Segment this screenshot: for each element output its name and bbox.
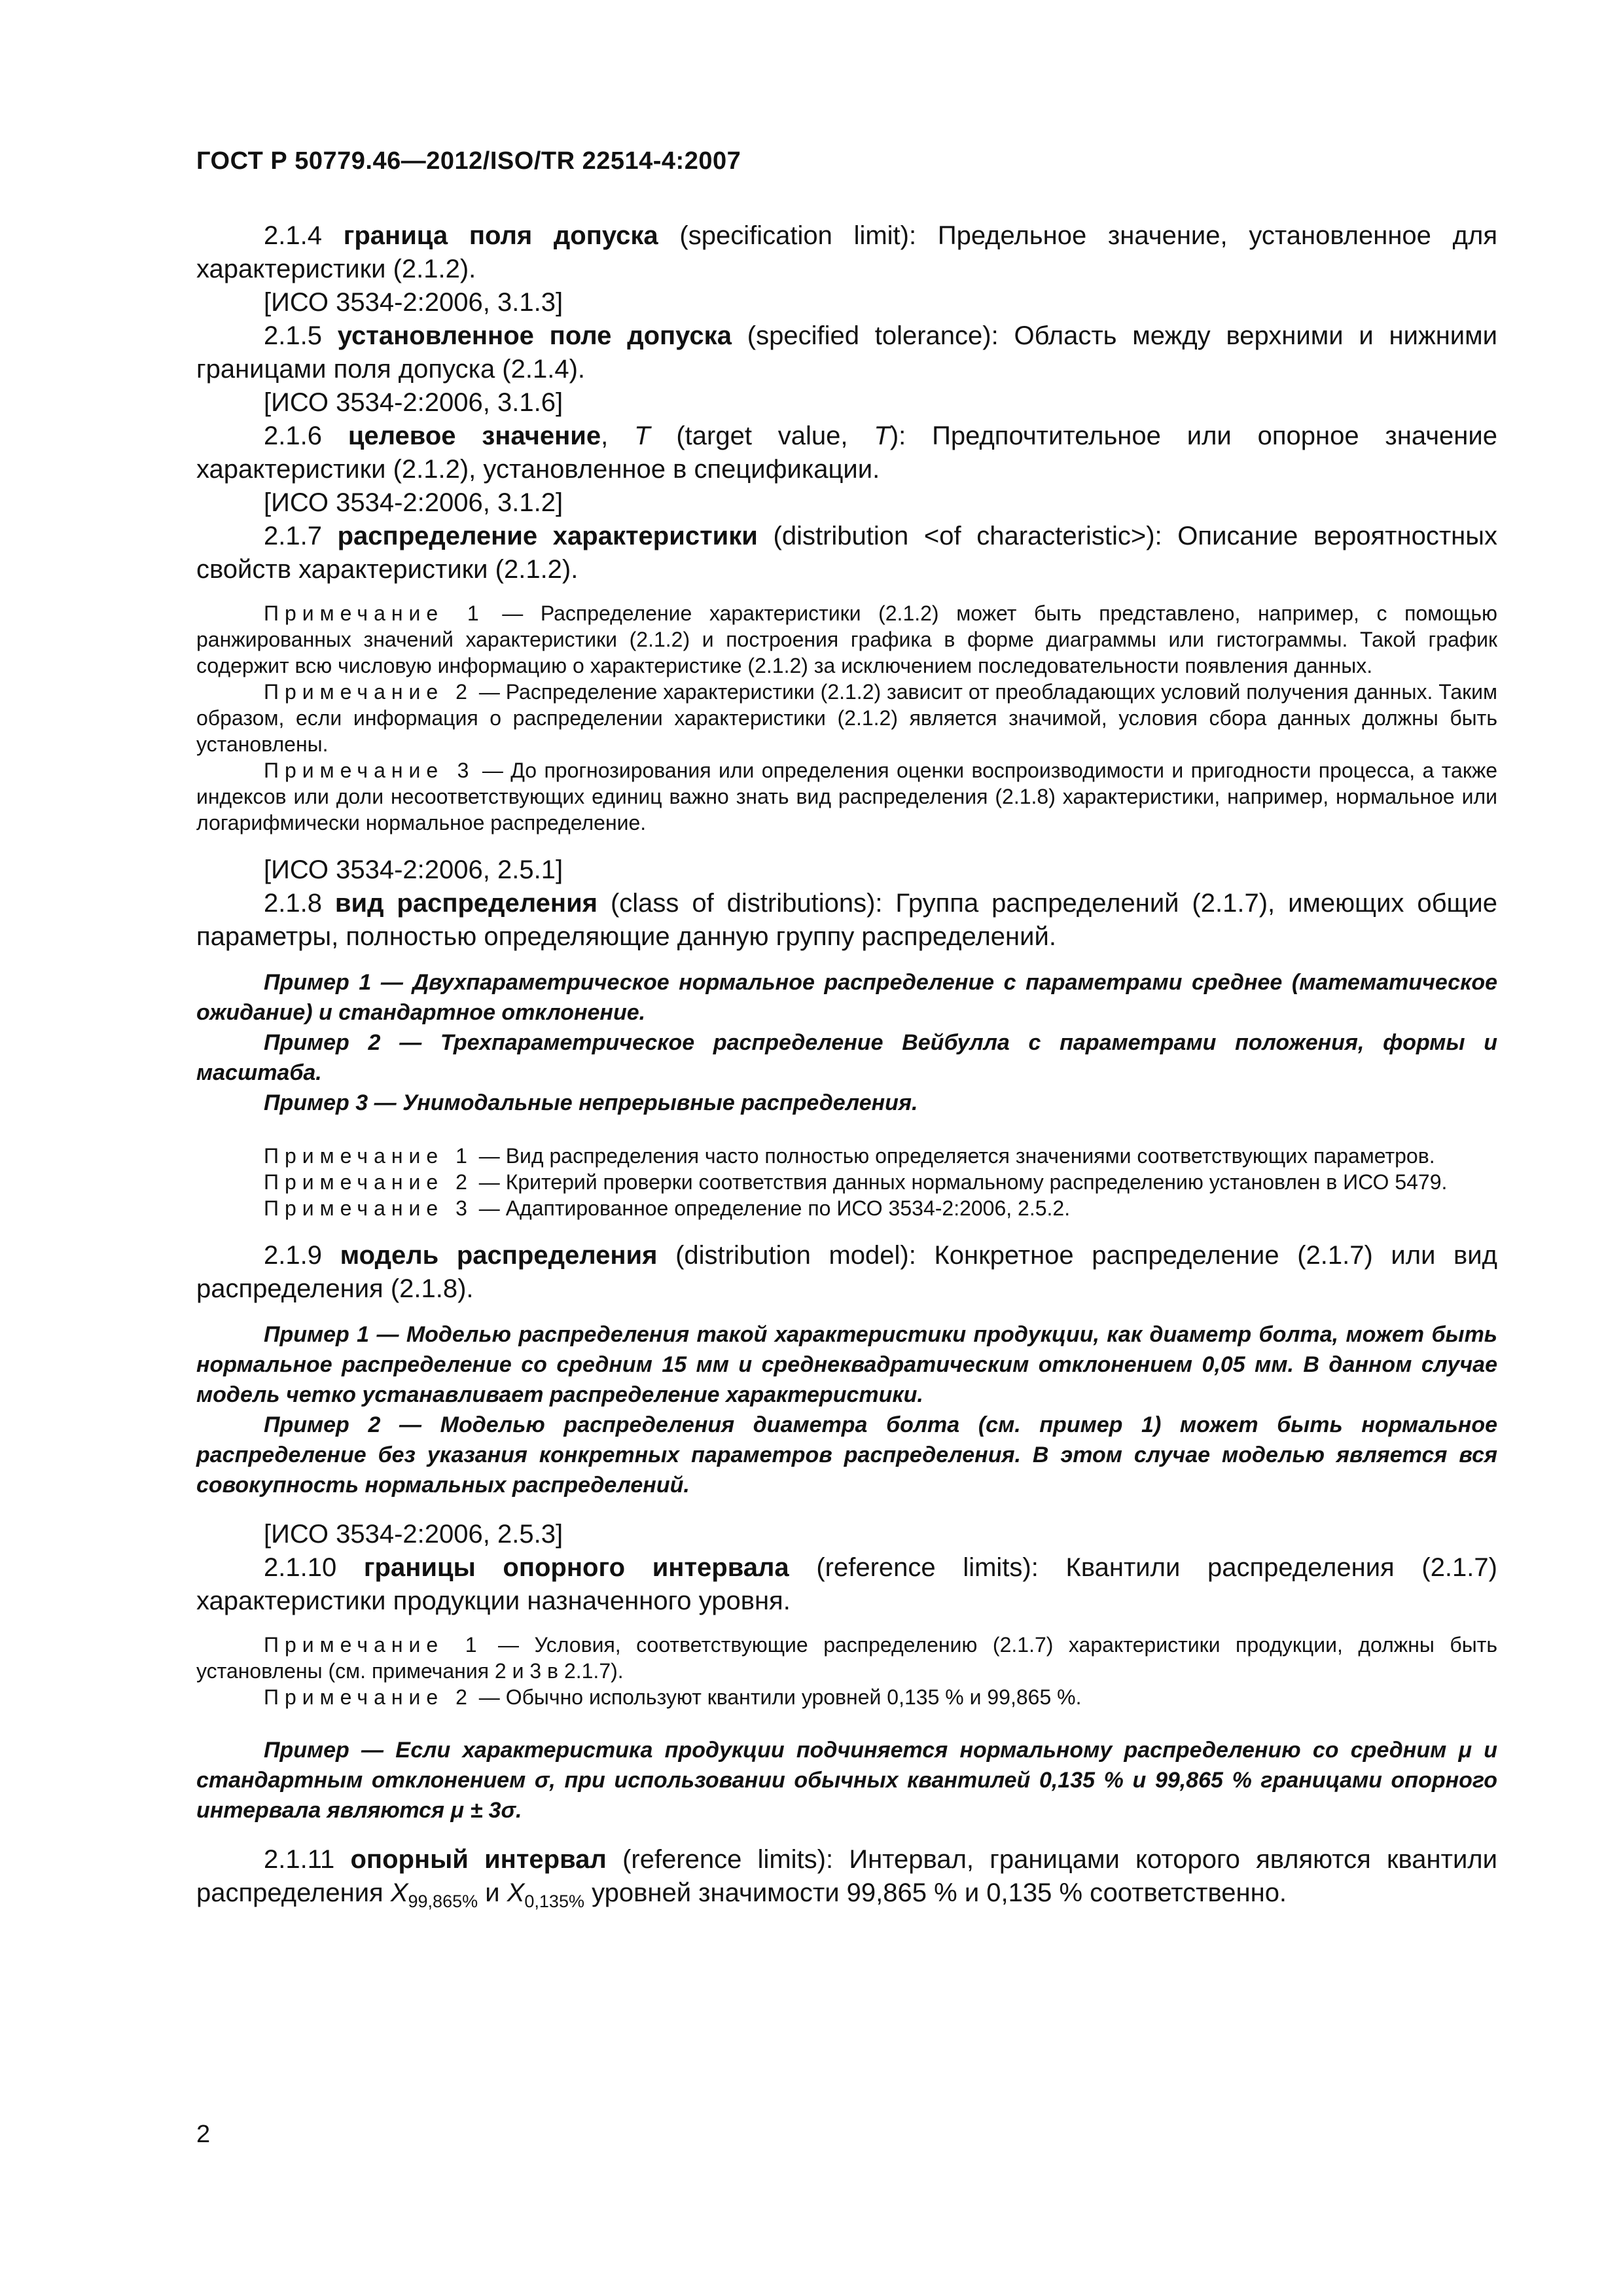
note-text: — Вид распределения часто полностью определяется значениями соответствующих параметров. bbox=[478, 1144, 1435, 1168]
term-2-1-4 bbox=[196, 219, 1497, 286]
note-text: — Условия, соответствующие распределению (2.1.7) характеристики продукции, должны быть установлены (см. примечания 2 и 3 в 2.1.7). bbox=[196, 1633, 1498, 1683]
term-title: целевое значение bbox=[348, 422, 601, 450]
source-reference: [ИСО 3534-2:2006, 3.1.6] bbox=[264, 388, 563, 417]
term-definition-end: уровней значимости 99,865 % и 0,135 % соответственно. bbox=[592, 1878, 1287, 1907]
term-title: модель распределения bbox=[340, 1241, 658, 1270]
term-number: 2.1.5 bbox=[264, 321, 322, 350]
term-title: опорный интервал bbox=[350, 1845, 607, 1874]
term-definition: ): Предпочтительное или опорное значение характеристики (2.1.2), установленное в спецификации. bbox=[196, 422, 1497, 484]
note-1 bbox=[196, 600, 1497, 679]
term-definition: (specification limit): Предельное значение, установленное для характеристики (2.1.2). bbox=[196, 221, 1497, 283]
term-number: 2.1.11 bbox=[264, 1845, 335, 1874]
note-1 bbox=[196, 1632, 1497, 1684]
term-definition: (distribution <of characteristic>): Описание вероятностных свойств характеристики (2.1.2). bbox=[196, 522, 1497, 584]
document-header: ГОСТ Р 50779.46—2012/ISO/TR 22514-4:2007 bbox=[196, 147, 741, 175]
note-2 bbox=[196, 679, 1497, 757]
document-body bbox=[196, 219, 1497, 1910]
term-number: 2.1.7 bbox=[264, 522, 322, 550]
example-3: Пример 3 — Унимодальные непрерывные распределения. bbox=[264, 1090, 918, 1115]
term-2-1-9 bbox=[196, 1239, 1497, 1306]
note-text: — Распределение характеристики (2.1.2) может быть представлено, например, с помощью ранжированных значений характеристики (2.1.2) и построения графика в форме диаграммы или гистограммы. Такой график содержит всю числовую информацию о характеристике (2.1.2) за исключением последовательности появления данных. bbox=[196, 601, 1498, 677]
example: Пример — Если характеристика продукции подчиняется нормальному распределению со средним μ и стандартным отклонением σ, при использовании обычных квантилей 0,135 % и 99,865 % границами опорного интервала являются μ ± 3σ. bbox=[196, 1738, 1497, 1823]
note-text: — Адаптированное определение по ИСО 3534-2:2006, 2.5.2. bbox=[478, 1196, 1071, 1220]
example-2: Пример 2 — Трехпараметрическое распределение Вейбулла с параметрами положения, формы и масштаба. bbox=[196, 1030, 1497, 1085]
term-2-1-11 bbox=[196, 1843, 1497, 1910]
note-3 bbox=[196, 1195, 1497, 1221]
source-reference: [ИСО 3534-2:2006, 2.5.1] bbox=[264, 855, 563, 884]
term-number: 2.1.9 bbox=[264, 1241, 322, 1270]
note-text: — Обычно используют квантили уровней 0,135 % и 99,865 %. bbox=[478, 1685, 1082, 1709]
term-definition-start: (reference limits): Интервал, границами которого являются квантили распределения bbox=[196, 1845, 1497, 1907]
term-definition-start: (target value, bbox=[676, 422, 848, 450]
term-number: 2.1.10 bbox=[264, 1553, 337, 1582]
source-reference: [ИСО 3534-2:2006, 3.1.2] bbox=[264, 488, 563, 517]
term-2-1-7 bbox=[196, 520, 1497, 586]
note-text: — Распределение характеристики (2.1.2) зависит от преобладающих условий получения данных. Таким образом, если информация о распределении характеристики (2.1.2) является значимой, условия сбора данных должны быть установлены. bbox=[196, 680, 1498, 756]
term-title: граница поля допуска bbox=[343, 221, 658, 250]
term-definition: (class of distributions): Группа распределений (2.1.7), имеющих общие параметры, полностью определяющие данную группу распределений. bbox=[196, 889, 1498, 951]
note-3 bbox=[196, 757, 1497, 836]
page-number: 2 bbox=[196, 2121, 211, 2148]
term-2-1-5 bbox=[196, 319, 1497, 386]
quantile-subscript-lower: 0,135% bbox=[524, 1892, 584, 1911]
note-label: Примечание 1 bbox=[264, 1633, 483, 1657]
note-label: Примечание 3 bbox=[264, 1196, 473, 1220]
note-2 bbox=[196, 1684, 1497, 1710]
source-reference: [ИСО 3534-2:2006, 3.1.3] bbox=[264, 288, 563, 317]
term-number: 2.1.4 bbox=[264, 221, 322, 250]
quantile-symbol-lower: X bbox=[507, 1878, 525, 1907]
term-title: границы опорного интервала bbox=[363, 1553, 789, 1582]
term-title: вид распределения bbox=[334, 889, 598, 918]
term-2-1-8 bbox=[196, 887, 1497, 954]
term-title: распределение характеристики bbox=[337, 522, 758, 550]
quantile-symbol-upper: X bbox=[390, 1878, 408, 1907]
term-definition: (reference limits): Квантили распределения (2.1.7) характеристики продукции назначенного уровня. bbox=[196, 1553, 1497, 1615]
term-number: 2.1.6 bbox=[264, 422, 322, 450]
example-1: Пример 1 — Двухпараметрическое нормальное распределение с параметрами среднее (математическое ожидание) и стандартное отклонение. bbox=[196, 970, 1497, 1025]
note-label: Примечание 3 bbox=[264, 759, 475, 782]
example-1: Пример 1 — Моделью распределения такой характеристики продукции, как диаметр болта, может быть нормальное распределение со средним 15 мм и среднеквадратическим отклонением 0,05 мм. В данном случае модель четко устанавливает распределение характеристики. bbox=[196, 1322, 1497, 1407]
term-title: установленное поле допуска bbox=[337, 321, 732, 350]
term-2-1-6: 2.1.6 целевое значение, T (target value, T): Предпочтительное или опорное значение характеристики (2.1.2), установленное в спецификации. bbox=[196, 422, 1497, 484]
note-label: Примечание 1 bbox=[264, 601, 485, 625]
conjunction: и bbox=[485, 1878, 500, 1907]
note-2 bbox=[196, 1169, 1497, 1195]
quantile-subscript-upper: 99,865% bbox=[408, 1892, 478, 1911]
term-symbol-inline: T bbox=[874, 422, 890, 450]
note-label: Примечание 2 bbox=[264, 680, 473, 704]
note-1 bbox=[196, 1143, 1497, 1169]
note-label: Примечание 2 bbox=[264, 1170, 473, 1194]
note-label: Примечание 2 bbox=[264, 1685, 473, 1709]
note-text: — Критерий проверки соответствия данных нормальному распределению установлен в ИСО 5479. bbox=[478, 1170, 1448, 1194]
term-definition: (specified tolerance): Область между верхними и нижними границами поля допуска (2.1.4). bbox=[196, 321, 1497, 384]
example-2: Пример 2 — Моделью распределения диаметра болта (см. пример 1) может быть нормальное распределение без указания конкретных параметров распределения. В этом случае моделью является вся совокупность нормальных распределений. bbox=[196, 1412, 1497, 1498]
term-symbol: T bbox=[634, 422, 651, 450]
term-2-1-10 bbox=[196, 1551, 1497, 1618]
source-reference: [ИСО 3534-2:2006, 2.5.3] bbox=[264, 1520, 563, 1549]
note-text: — До прогнозирования или определения оценки воспроизводимости и пригодности процесса, а также индексов или доли несоответствующих единиц важно знать вид распределения (2.1.8) характеристики, например, нормальное или логарифмически нормальное распределение. bbox=[196, 759, 1498, 834]
note-label: Примечание 1 bbox=[264, 1144, 473, 1168]
term-number: 2.1.8 bbox=[264, 889, 322, 918]
term-definition: (distribution model): Конкретное распределение (2.1.7) или вид распределения (2.1.8). bbox=[196, 1241, 1497, 1303]
